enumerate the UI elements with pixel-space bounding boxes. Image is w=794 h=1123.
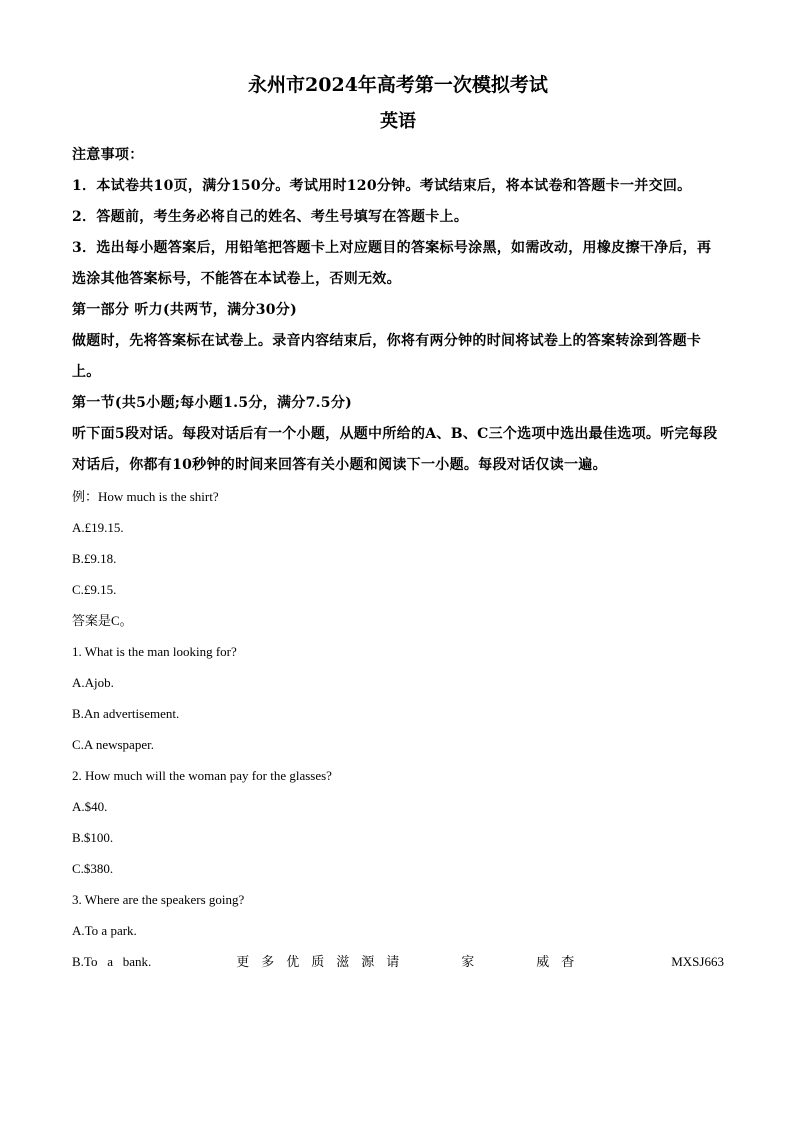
example-option-a: A.£19.15. xyxy=(72,520,124,535)
question-3-option-b: B.To a bank. xyxy=(72,954,152,969)
question-2-option-b: B.$100. xyxy=(72,830,114,845)
part1-heading: 第一部分 听力(共两节，满分30分) xyxy=(72,302,298,318)
exam-page xyxy=(72,66,724,977)
watermark-text xyxy=(236,946,586,977)
example-option-b: B.£9.18. xyxy=(72,551,117,566)
question-1-option-c: C.A newspaper. xyxy=(72,737,154,752)
section1-instruction: 听下面5段对话。每段对话后有一个小题，从题中所给的A、B、C三个选项中选出最佳选项。听完每段对话后，你都有10秒钟的时间来回答有关小题和阅读下一小题。每段对话仅读一遍。 xyxy=(72,426,718,473)
question-3: 3. Where are the speakers going? xyxy=(72,892,245,907)
notice-item-3: 3．选出每小题答案后，用铅笔把答题卡上对应题目的答案标号涂黑，如需改动，用橡皮擦干净后，再选涂其他答案标号，不能答在本试卷上，否则无效。 xyxy=(72,240,712,287)
exam-subject: 英语 xyxy=(380,111,416,132)
watermark-part-b: 家 xyxy=(461,955,487,970)
question-3-option-a: A.To a park. xyxy=(72,923,137,938)
question-1-option-b: B.An advertisement. xyxy=(72,706,180,721)
notice-heading: 注意事项： xyxy=(72,147,144,163)
question-2-option-a: A.$40. xyxy=(72,799,108,814)
question-1-option-a: A.Ajob. xyxy=(72,675,114,690)
question-1: 1. What is the man looking for? xyxy=(72,644,237,659)
example-option-c: C.£9.15. xyxy=(72,582,117,597)
notice-item-1: 1．本试卷共10页，满分150分。考试用时120分钟。考试结束后，将本试卷和答题卡一并交回。 xyxy=(72,178,692,194)
question-3-option-b-line xyxy=(72,946,724,977)
watermark-part-a: 更多优质滋源请 xyxy=(236,955,412,970)
exam-title: 永州市2024年高考第一次模拟考试 xyxy=(248,74,548,96)
notice-item-2: 2．答题前，考生务必将自己的姓名、考生号填写在答题卡上。 xyxy=(72,209,469,225)
example-question: 例：How much is the shirt? xyxy=(72,489,219,504)
example-answer: 答案是C。 xyxy=(72,613,133,628)
question-2: 2. How much will the woman pay for the glasses? xyxy=(72,768,332,783)
question-2-option-c: C.$380. xyxy=(72,861,114,876)
watermark-part-c: 威杳 xyxy=(536,955,587,970)
section1-heading: 第一节(共5小题;每小题1.5分，满分7.5分) xyxy=(72,395,353,411)
part1-instruction: 做题时，先将答案标在试卷上。录音内容结束后，你将有两分钟的时间将试卷上的答案转涂到答题卡上。 xyxy=(72,333,702,380)
document-code: MXSJ663 xyxy=(671,954,724,969)
